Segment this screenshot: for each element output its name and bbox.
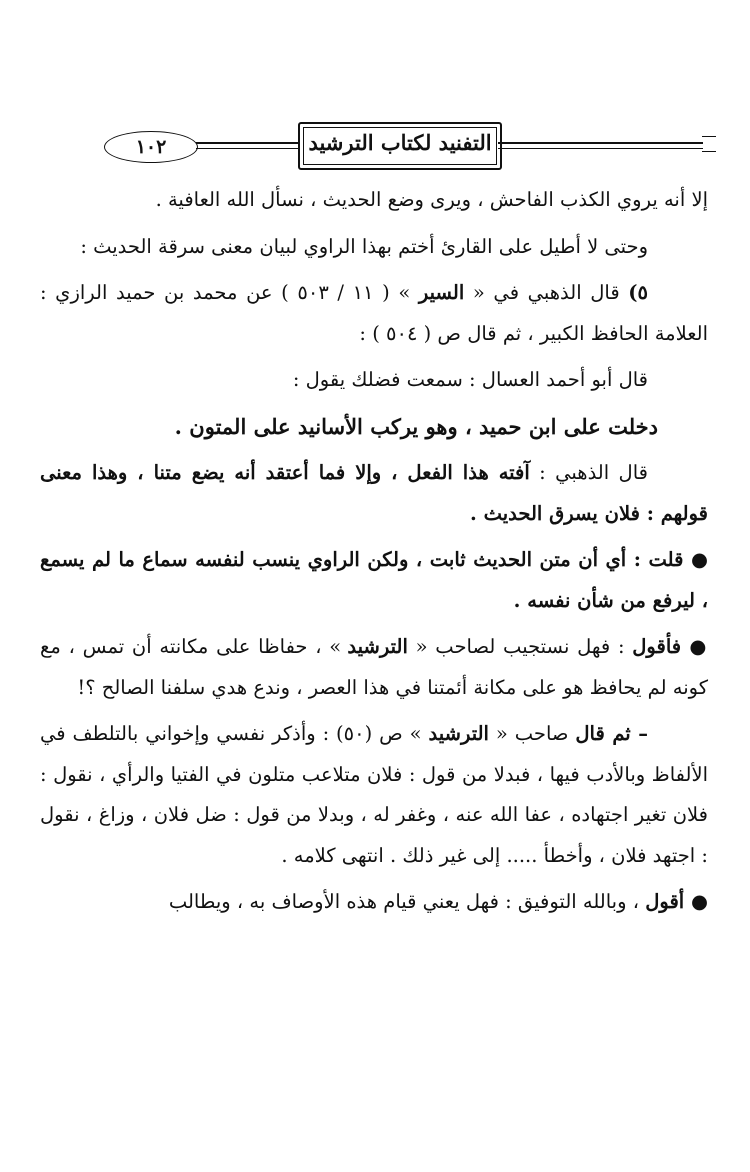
text-span: : فهل نستجيب لصاحب «	[407, 635, 633, 658]
text-span: قال الذهبي :	[529, 461, 648, 484]
lead-word: ● أقول	[645, 890, 708, 913]
main-text	[40, 180, 708, 929]
lead-word: ● فأقول	[632, 635, 708, 658]
paragraph-2: وحتى لا أطيل على القارئ أختم بهذا الراوي لبيان معنى سرقة الحديث :	[80, 234, 648, 258]
header-ornament-right	[702, 136, 716, 152]
book-title: الترشيد	[347, 635, 408, 658]
header-rule-left-bottom	[196, 148, 298, 149]
lead-word: – ثم قال	[575, 722, 648, 745]
text-span: » ( ١١ / ٥٠٣ ) عن محمد بن حميد الرازي : العلامة الحافظ الكبير ، ثم قال ص ( ٥٠٤ ) :	[40, 281, 708, 345]
text-span: » ، حفاظا على مكانته أن تمس ، مع كونه لم يحافظ هو على مكانة أئمتنا في هذا العصر ، وندع هدي سلفنا الصالح ؟!	[40, 635, 708, 699]
page-number: ١٠٢	[135, 136, 167, 158]
page-number-oval	[104, 131, 198, 163]
paragraph-6	[40, 453, 708, 534]
book-title: الترشيد	[428, 722, 489, 745]
quote-bold: دخلت على ابن حميد ، وهو يركب الأسانيد على المتون .	[174, 413, 658, 439]
book-title: السير	[418, 281, 465, 304]
text-span: قال الذهبي في «	[464, 281, 629, 304]
paragraph-7: ● قلت : أي أن متن الحديث ثابت ، ولكن الراوي ينسب لنفسه سماع ما لم يسمع ، ليرفع من شأن نفسه .	[40, 548, 708, 612]
paragraph-1: إلا أنه يروي الكذب الفاحش ، ويرى وضع الحديث ، نسأل الله العافية .	[155, 188, 708, 211]
paragraph-3	[40, 273, 708, 354]
page-header	[0, 0, 750, 190]
text-span: » ص (٥٠) : وأذكر نفسي وإخواني بالتلطف في الألفاظ وبالأدب فيها ، فبدلا من قول : فلان متلاعب متلون في الفتيا والرأي ، نقول : فلان تغير اجتهاده ، عفا الله عنه ، وغفر له ، وبدلا من قول : ضل فلان ، وزاغ ، نقول : اجتهد فلان ، وأخطأ ..... إلى غير ذلك . انتهى كلامه .	[40, 722, 708, 867]
paragraph-10	[40, 882, 708, 923]
running-title: التفنيد لكتاب الترشيد	[308, 130, 492, 155]
paragraph-9	[40, 714, 708, 876]
quote-bold-inline: آفته هذا الفعل ، وإلا فما أعتقد أنه يضع متنا ، وهذا معنى قولهم : فلان يسرق الحديث .	[40, 461, 708, 525]
text-span: صاحب «	[488, 722, 576, 745]
paragraph-8	[40, 627, 708, 708]
header-rule-left-top	[196, 142, 298, 144]
header-rule-right-bottom	[498, 148, 703, 149]
text-span: ، وبالله التوفيق : فهل يعني قيام هذه الأوصاف به ، ويطالب	[168, 890, 646, 913]
header-title-frame	[298, 122, 502, 170]
item-number: ٥)	[628, 281, 648, 304]
paragraph-4: قال أبو أحمد العسال : سمعت فضلك يقول :	[292, 368, 648, 391]
header-rule-right-top	[498, 142, 703, 144]
